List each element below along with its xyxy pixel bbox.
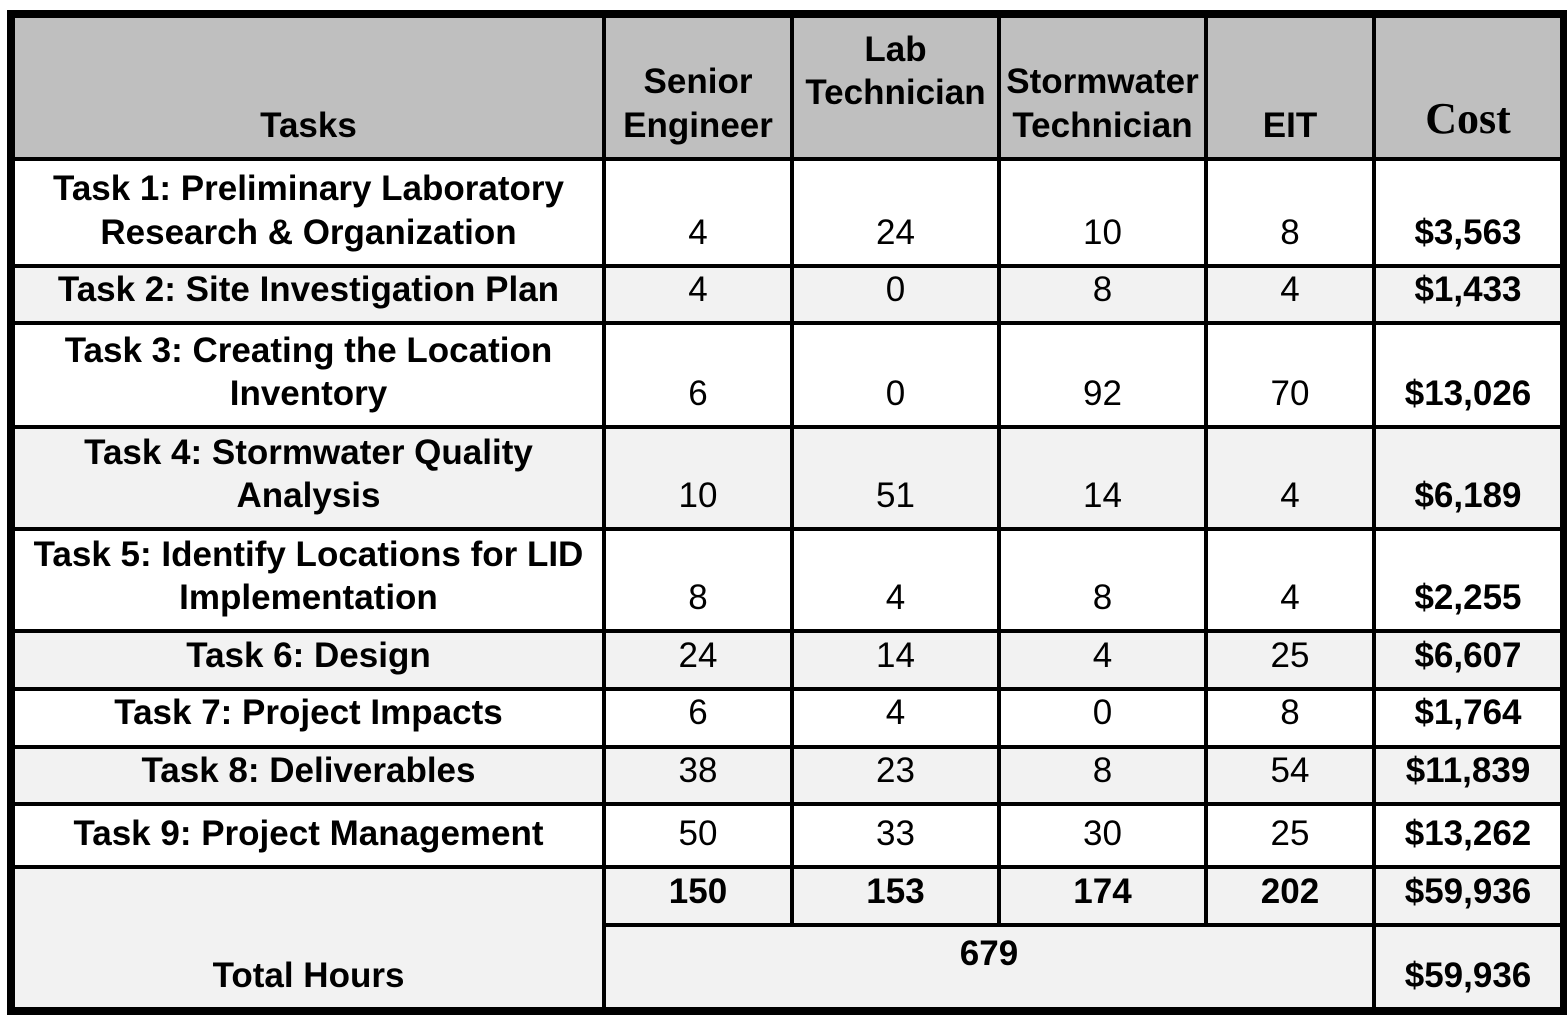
cost-cell: $2,255	[1374, 529, 1564, 631]
task-label: Task 9: Project Management	[11, 804, 604, 867]
table-row-task-5	[11, 529, 1564, 631]
hours-cell: 25	[1206, 631, 1374, 689]
hours-cell: 4	[1206, 427, 1374, 529]
project-budget-table	[7, 10, 1567, 1015]
hours-cell: 30	[999, 804, 1206, 867]
hours-cell: 8	[999, 529, 1206, 631]
task-label: Task 8: Deliverables	[11, 747, 604, 804]
cost-cell: $1,433	[1374, 266, 1564, 323]
cost-cell: $13,026	[1374, 323, 1564, 427]
hours-cell: 4	[1206, 529, 1374, 631]
table-row-task-6	[11, 631, 1564, 689]
column-header-cost: Cost	[1374, 14, 1564, 159]
table-row-task-7	[11, 689, 1564, 746]
hours-cell: 51	[792, 427, 999, 529]
total-hours-cell: 153	[792, 867, 999, 925]
hours-cell: 10	[999, 159, 1206, 266]
hours-cell: 4	[604, 266, 792, 323]
table-row-task-9	[11, 804, 1564, 867]
column-header-senior-engineer: Senior Engineer	[604, 14, 792, 159]
table-row-task-1	[11, 159, 1564, 266]
cost-cell: $11,839	[1374, 747, 1564, 804]
grand-total-cost-cell: $59,936	[1374, 925, 1564, 1011]
task-label: Task 2: Site Investigation Plan	[11, 266, 604, 323]
hours-cell: 8	[1206, 159, 1374, 266]
hours-cell: 4	[999, 631, 1206, 689]
budget-table-page	[7, 10, 1567, 1015]
hours-cell: 24	[792, 159, 999, 266]
cost-cell: $13,262	[1374, 804, 1564, 867]
hours-cell: 4	[604, 159, 792, 266]
cost-cell: $3,563	[1374, 159, 1564, 266]
hours-cell: 10	[604, 427, 792, 529]
cost-cell: $1,764	[1374, 689, 1564, 746]
column-header-stormwater-technician: Stormwater Technician	[999, 14, 1206, 159]
column-header-tasks: Tasks	[11, 14, 604, 159]
hours-cell: 0	[792, 266, 999, 323]
task-label: Task 5: Identify Locations for LID Implementation	[11, 529, 604, 631]
table-row-task-2	[11, 266, 1564, 323]
hours-cell: 50	[604, 804, 792, 867]
hours-cell: 8	[999, 266, 1206, 323]
cost-cell: $6,607	[1374, 631, 1564, 689]
table-row-task-8	[11, 747, 1564, 804]
table-row-task-4	[11, 427, 1564, 529]
column-totals-row	[11, 867, 1564, 925]
hours-cell: 54	[1206, 747, 1374, 804]
hours-cell: 14	[792, 631, 999, 689]
header-row	[11, 14, 1564, 159]
hours-cell: 8	[1206, 689, 1374, 746]
hours-cell: 8	[999, 747, 1206, 804]
hours-cell: 24	[604, 631, 792, 689]
total-hours-cell: 174	[999, 867, 1206, 925]
hours-cell: 14	[999, 427, 1206, 529]
hours-cell: 6	[604, 323, 792, 427]
hours-cell: 23	[792, 747, 999, 804]
task-label: Task 7: Project Impacts	[11, 689, 604, 746]
task-label: Task 3: Creating the Location Inventory	[11, 323, 604, 427]
hours-cell: 0	[792, 323, 999, 427]
task-label: Task 1: Preliminary Laboratory Research & Organization	[11, 159, 604, 266]
hours-cell: 8	[604, 529, 792, 631]
task-label: Task 4: Stormwater Quality Analysis	[11, 427, 604, 529]
total-hours-cell: 150	[604, 867, 792, 925]
combined-total-hours-cell: 679	[604, 925, 1374, 1011]
hours-cell: 70	[1206, 323, 1374, 427]
total-cost-cell: $59,936	[1374, 867, 1564, 925]
cost-cell: $6,189	[1374, 427, 1564, 529]
column-header-lab-technician: Lab Technician	[792, 14, 999, 159]
hours-cell: 4	[792, 689, 999, 746]
total-hours-cell: 202	[1206, 867, 1374, 925]
hours-cell: 0	[999, 689, 1206, 746]
hours-cell: 92	[999, 323, 1206, 427]
hours-cell: 4	[1206, 266, 1374, 323]
hours-cell: 38	[604, 747, 792, 804]
hours-cell: 25	[1206, 804, 1374, 867]
hours-cell: 6	[604, 689, 792, 746]
hours-cell: 4	[792, 529, 999, 631]
task-label: Task 6: Design	[11, 631, 604, 689]
table-row-task-3	[11, 323, 1564, 427]
total-hours-label: Total Hours	[11, 867, 604, 1011]
hours-cell: 33	[792, 804, 999, 867]
column-header-eit: EIT	[1206, 14, 1374, 159]
